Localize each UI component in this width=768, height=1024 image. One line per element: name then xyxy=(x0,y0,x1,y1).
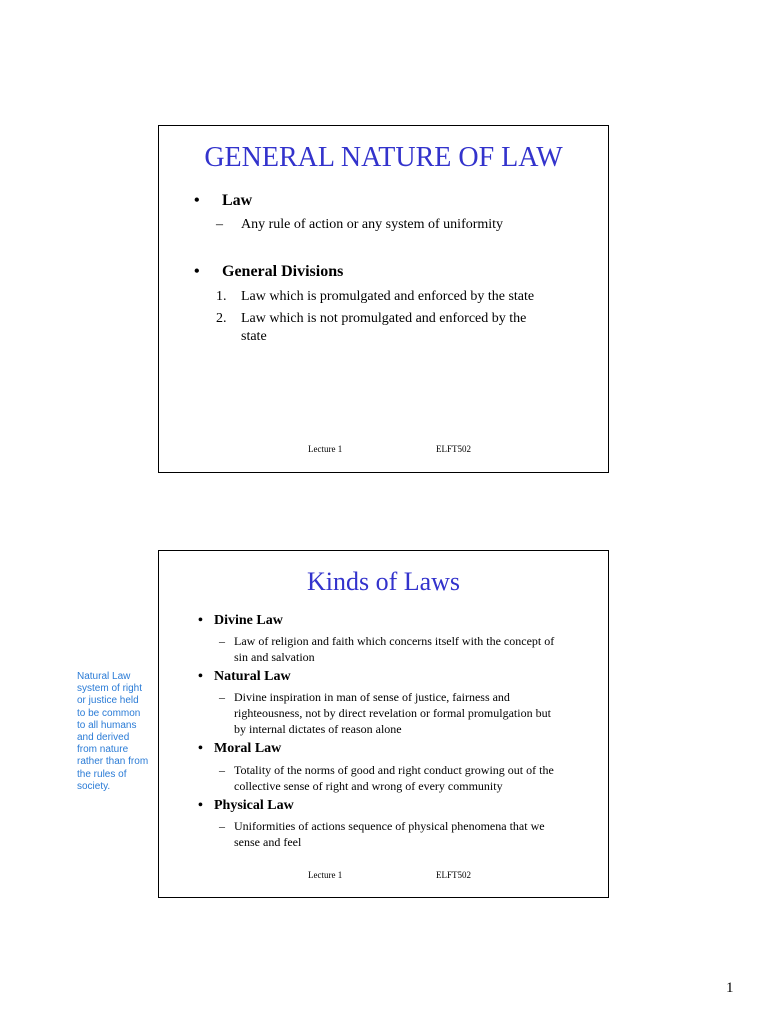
footer-lecture: Lecture 1 xyxy=(308,444,343,454)
note-line: to be common xyxy=(77,707,141,719)
note-line: from nature xyxy=(77,744,129,756)
moral-law-line2: collective sense of right and wrong of every community xyxy=(234,779,503,793)
bullet-law: Law xyxy=(222,192,253,209)
law-definition: Any rule of action or any system of uniformity xyxy=(241,217,504,232)
note-line: or justice held xyxy=(77,695,139,707)
footer-course: ELFT502 xyxy=(436,444,471,454)
heading-moral-law: Moral Law xyxy=(214,741,282,756)
natural-law-line1: Divine inspiration in man of sense of justice, fairness and xyxy=(234,690,510,704)
note-line: the rules of xyxy=(77,768,127,780)
note-line: system of right xyxy=(77,683,143,695)
bullet-dot: • xyxy=(198,741,203,756)
heading-physical-law: Physical Law xyxy=(214,798,294,813)
note-line: to all humans xyxy=(77,719,137,731)
division-1: Law which is promulgated and enforced by the state xyxy=(241,289,535,304)
dash: – xyxy=(219,819,225,833)
slide-kinds-of-laws xyxy=(158,550,609,898)
slide-general-nature-of-law xyxy=(158,125,609,473)
note-line: and derived xyxy=(77,732,130,744)
heading-divine-law: Divine Law xyxy=(214,613,283,628)
moral-law-line1: Totality of the norms of good and right conduct growing out of the xyxy=(234,763,554,777)
list-number: 1. xyxy=(216,289,227,304)
bullet-general-divisions: General Divisions xyxy=(222,263,344,280)
bullet-dot: • xyxy=(198,798,203,813)
dash: – xyxy=(219,763,225,777)
divine-law-line1: Law of religion and faith which concerns itself with the concept of xyxy=(234,634,555,648)
dash: – xyxy=(219,634,225,648)
footer-lecture: Lecture 1 xyxy=(308,870,343,880)
slide-title: GENERAL NATURE OF LAW xyxy=(204,142,563,173)
bullet-dot: • xyxy=(198,669,203,684)
physical-law-line1: Uniformities of actions sequence of physical phenomena that we xyxy=(234,819,545,833)
footer-course: ELFT502 xyxy=(436,870,471,880)
list-number: 2. xyxy=(216,311,227,326)
dash: – xyxy=(219,690,225,704)
bullet-dot: • xyxy=(194,192,200,209)
natural-law-line3: by internal dictates of reason alone xyxy=(234,722,402,736)
side-note-natural-law xyxy=(77,671,159,793)
page-number: 1 xyxy=(726,980,734,996)
natural-law-line2: righteousness, not by direct revelation or formal promulgation but xyxy=(234,706,551,720)
divine-law-line2: sin and salvation xyxy=(234,650,315,664)
bullet-dot: • xyxy=(198,613,203,628)
physical-law-line2: sense and feel xyxy=(234,835,302,849)
dash: – xyxy=(216,217,223,232)
bullet-dot: • xyxy=(194,263,200,280)
division-2-line1: Law which is not promulgated and enforced by the xyxy=(241,311,527,326)
note-line: Natural Law xyxy=(77,671,131,682)
division-2-line2: state xyxy=(241,329,267,344)
note-line: society. xyxy=(77,780,111,792)
note-line: rather than from xyxy=(77,756,149,768)
heading-natural-law: Natural Law xyxy=(214,669,291,684)
slide-title: Kinds of Laws xyxy=(306,567,461,596)
